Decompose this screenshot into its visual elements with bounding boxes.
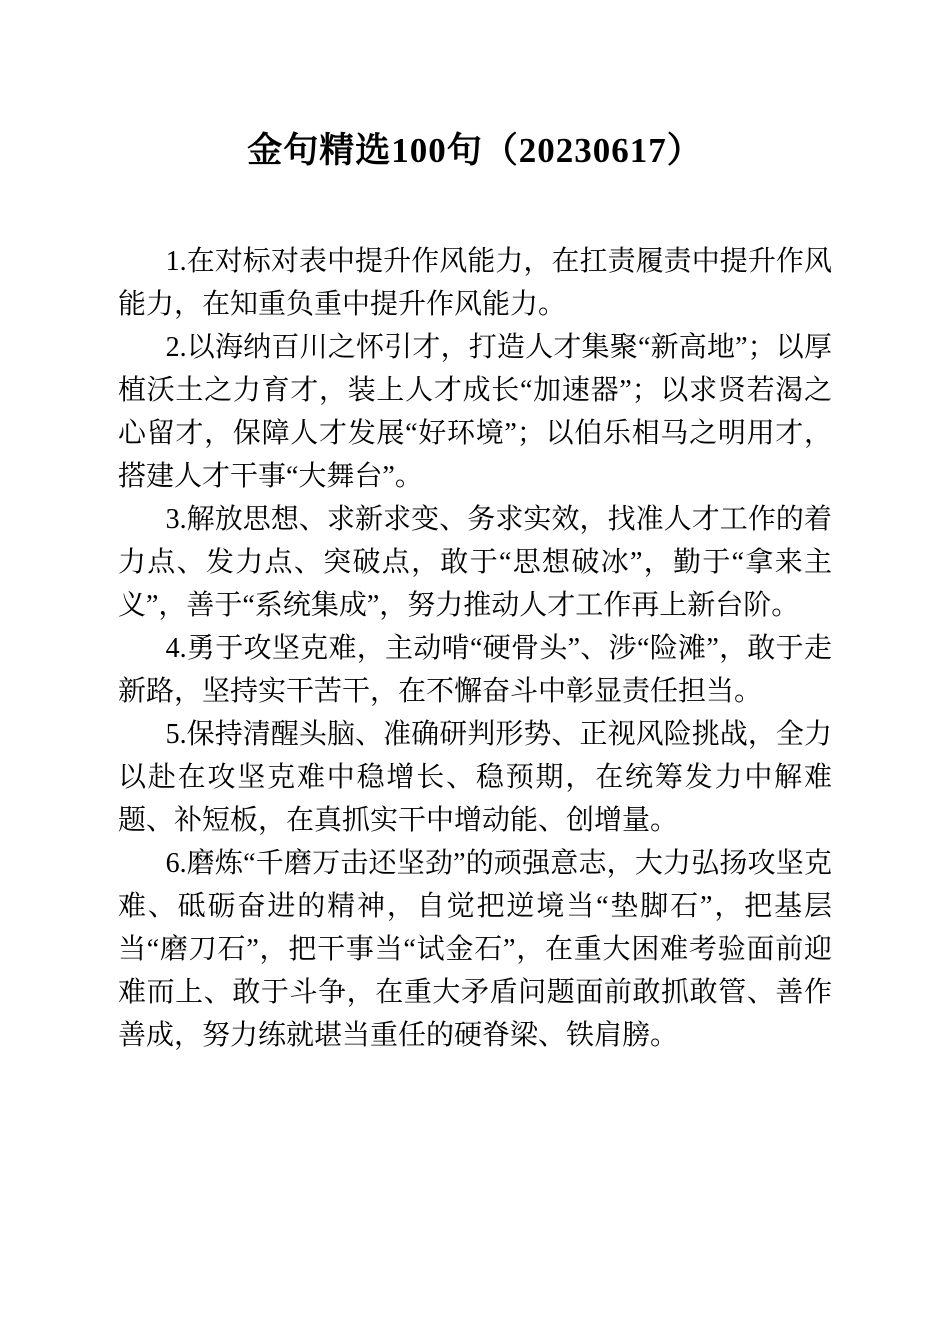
paragraph-4: 4.勇于攻坚克难，主动啃“硬骨头”、涉“险滩”，敢于走新路，坚持实干苦干，在不懈奋斗中彰显责任担当。	[118, 633, 832, 707]
page-title: 金句精选100句（20230617）	[247, 131, 703, 170]
document-body	[118, 240, 832, 1057]
paragraph-6: 6.磨炼“千磨万击还坚劲”的顽强意志，大力弘扬攻坚克难、砥砺奋进的精神，自觉把逆境当“垫脚石”，把基层当“磨刀石”，把干事当“试金石”，在重大困难考验面前迎难而上、敢于斗争，在重大矛盾问题面前敢抓敢管、善作善成，努力练就堪当重任的硬脊梁、铁肩膀。	[118, 848, 832, 1051]
paragraph-5: 5.保持清醒头脑、准确研判形势、正视风险挑战，全力以赴在攻坚克难中稳增长、稳预期，在统筹发力中解难题、补短板，在真抓实干中增动能、创增量。	[118, 719, 832, 836]
paragraph-1: 1.在对标对表中提升作风能力，在扛责履责中提升作风能力，在知重负重中提升作风能力。	[118, 246, 832, 320]
paragraph-3: 3.解放思想、求新求变、务求实效，找准人才工作的着力点、发力点、突破点，敢于“思想破冰”，勤于“拿来主义”，善于“系统集成”，努力推动人才工作再上新台阶。	[118, 504, 832, 621]
paragraph-2: 2.以海纳百川之怀引才，打造人才集聚“新高地”；以厚植沃土之力育才，装上人才成长“加速器”；以求贤若渴之心留才，保障人才发展“好环境”；以伯乐相马之明用才，搭建人才干事“大舞台”。	[118, 332, 832, 492]
